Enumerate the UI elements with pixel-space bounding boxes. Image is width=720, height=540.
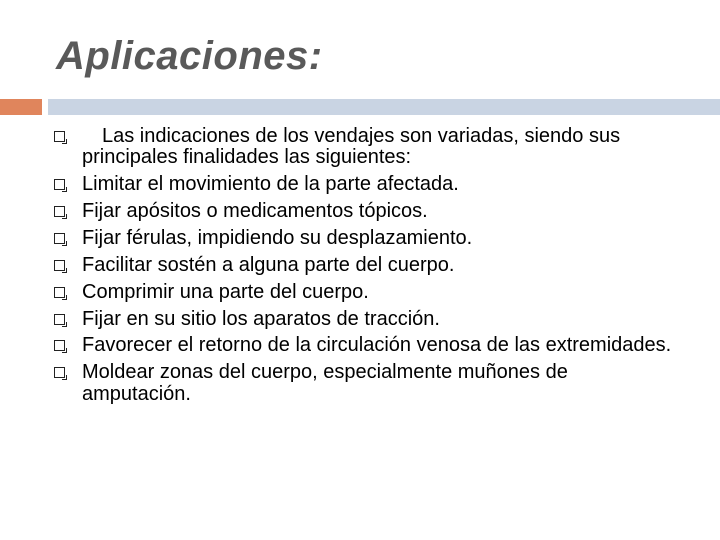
hollow-square-bullet-icon [54, 260, 65, 271]
bullet-text: Las indicaciones de los vendajes son variadas, siendo sus principales finalidades las siguientes: [82, 125, 621, 169]
hollow-square-bullet-icon [54, 340, 65, 351]
list-item [52, 201, 672, 222]
list-item [52, 174, 672, 195]
list-item [52, 282, 672, 303]
title-divider-band [48, 99, 720, 115]
bullet-list [52, 126, 672, 410]
bullet-text: Limitar el movimiento de la parte afectada. [82, 173, 459, 196]
list-item [52, 362, 672, 404]
bullet-text: Fijar apósitos o medicamentos tópicos. [82, 199, 428, 222]
hollow-square-bullet-icon [54, 367, 65, 378]
bullet-text: Fijar férulas, impidiendo su desplazamiento. [82, 226, 473, 249]
bullet-text: Comprimir una parte del cuerpo. [82, 280, 369, 303]
hollow-square-bullet-icon [54, 314, 65, 325]
list-item [52, 309, 672, 330]
hollow-square-bullet-icon [54, 131, 65, 142]
hollow-square-bullet-icon [54, 179, 65, 190]
bullet-text: Favorecer el retorno de la circulación venosa de las extremidades. [82, 334, 672, 357]
hollow-square-bullet-icon [54, 287, 65, 298]
list-item [52, 255, 672, 276]
list-item [52, 228, 672, 249]
bullet-text: Moldear zonas del cuerpo, especialmente muñones de amputación. [82, 361, 568, 405]
list-item [52, 126, 672, 168]
slide-title: Aplicaciones: [56, 34, 323, 78]
bullet-text: Fijar en su sitio los aparatos de tracción. [82, 307, 440, 330]
hollow-square-bullet-icon [54, 233, 65, 244]
accent-band [0, 99, 42, 115]
bullet-text: Facilitar sostén a alguna parte del cuerpo. [82, 253, 455, 276]
hollow-square-bullet-icon [54, 206, 65, 217]
list-item [52, 335, 672, 356]
